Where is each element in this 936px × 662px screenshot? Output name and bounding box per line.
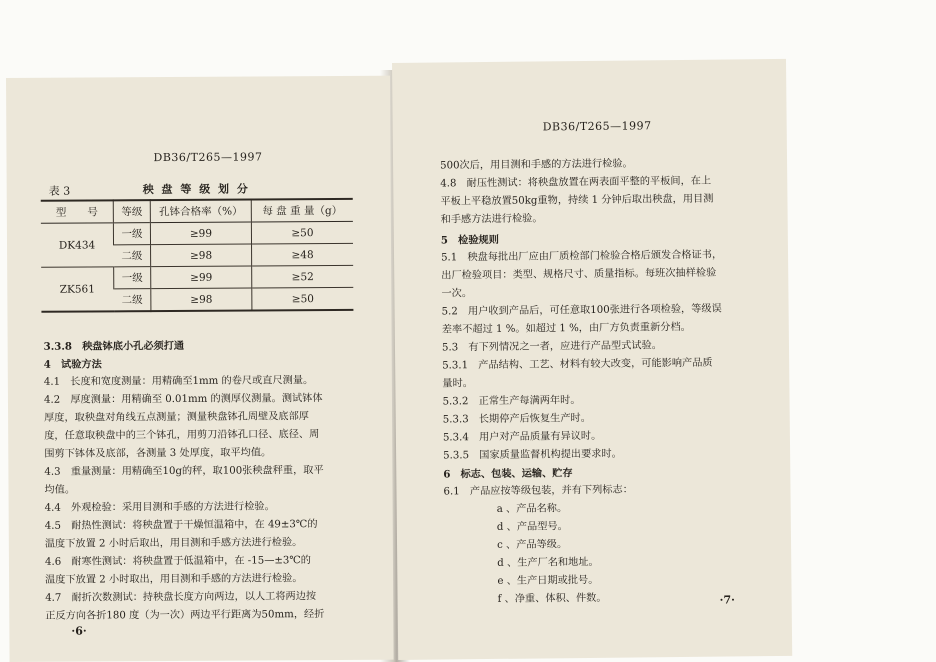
- rate-cell: ≥99: [151, 266, 252, 289]
- table-row: [41, 221, 353, 245]
- section-heading: 6 标志、包装、运输、贮存: [443, 467, 573, 481]
- clause-line: 5.3.2 正常生产每满两年时。: [442, 395, 581, 408]
- list-item: e 、生产日期或批号。: [497, 574, 599, 587]
- clause-line: 4.1 长度和宽度测量：用精确至1mm 的卷尺或直尺测量。: [43, 375, 314, 388]
- clause-line: 5.1 秧盘每批出厂应由厂质检部门检验合格后颁发合格证书，: [440, 249, 723, 264]
- list-item: d 、产品型号。: [496, 521, 568, 533]
- weight-cell: ≥50: [251, 221, 353, 244]
- clause-line: 正反方向各折180 度（为一次）两边平行距离为50mm，经折: [45, 609, 325, 622]
- list-item: f 、净重、体积、件数。: [497, 592, 607, 605]
- clause-line: 4.3 重量测量：用精确至10g的秤，取100张秧盘秤重，取平: [44, 465, 324, 478]
- clause-line: 6.1 产品应按等级包装，并有下列标志：: [443, 484, 633, 498]
- clause-line: 4.7 耐折次数测试：持秧盘长度方向两边，以人工将两边按: [45, 591, 317, 604]
- clause-line: 4.6 耐寒性测试：将秧盘置于低温箱中，在 -15—±3℃的: [44, 555, 312, 568]
- column-header: 型 号: [55, 206, 98, 219]
- rate-cell: ≥98: [151, 288, 252, 311]
- page-header: DB36/T265—1997: [542, 119, 652, 134]
- grade-table: [41, 198, 354, 313]
- clause-line: 5.3.3 长期停产后恢复生产时。: [442, 412, 591, 426]
- clause-line: 量时。: [442, 378, 473, 390]
- table-caption: 秧 盘 等 级 划 分: [142, 182, 250, 197]
- rate-cell: ≥99: [150, 222, 251, 245]
- page-header: DB36/T265—1997: [153, 150, 263, 165]
- clause-line: 4.4 外观检验：采用目测和手感的方法进行检验。: [44, 501, 275, 514]
- table-row: [41, 265, 353, 289]
- clause-line: 均值。: [44, 484, 76, 496]
- column-header: 等级: [113, 200, 150, 223]
- clause-line: 500次后，用目测和手感的方法进行检验。: [440, 158, 633, 172]
- clause-line: 3.3.8 秧盘钵底小孔必须打通: [43, 339, 185, 353]
- clause-line: 温度下放置 2 小时后取出，用目测和手感方法进行检验。: [44, 537, 303, 550]
- table-label: 表 3: [48, 184, 71, 198]
- weight-cell: ≥48: [252, 243, 354, 266]
- clause-line: 4.8 耐压性测试：将秧盘放置在两表面平整的平板间，在上: [440, 175, 712, 190]
- column-header: 孔钵合格率（%）: [150, 200, 251, 223]
- clause-line: 出厂检验项目：类型、规格尺寸、质量指标。每班次抽样检验: [441, 267, 717, 282]
- left-page: [6, 76, 394, 662]
- rate-cell: ≥98: [151, 244, 252, 267]
- clause-line: 围剪下钵体及底部，各测量 3 处厚度，取平均值。: [44, 447, 272, 460]
- table-header-row: [41, 199, 353, 223]
- grade-cell: 二级: [121, 294, 143, 307]
- table-title-row: [43, 178, 353, 198]
- grade-cell: 一级: [114, 267, 151, 289]
- model-cell: DK434: [58, 238, 96, 252]
- clause-line: 差率不超过 1 %。如超过 1 %，由厂方负责重新分档。: [441, 321, 691, 336]
- section-heading: 5 检验规则: [440, 233, 499, 247]
- clause-line: 5.3 有下列情况之一者，应进行产品型式试验。: [441, 340, 662, 354]
- list-item: d 、生产厂名和地址。: [497, 556, 599, 569]
- list-item: c 、产品等级。: [497, 539, 568, 551]
- right-page: [392, 59, 792, 660]
- model-cell: ZK561: [59, 282, 95, 296]
- weight-cell: ≥52: [252, 265, 354, 288]
- clause-line: 4.2 厚度测量：用精确至 0.01mm 的测厚仪测量。测试钵体: [43, 393, 323, 406]
- list-item: a 、产品名称。: [496, 503, 568, 515]
- column-header: 每 盘 重 量（g）: [251, 199, 353, 222]
- clause-line: 厚度，取秧盘对角线五点测量；测量秧盘钵孔周壁及底部厚: [44, 411, 309, 424]
- clause-line: 4.5 耐热性测试：将秧盘置于干燥恒温箱中，在 49±3℃的: [44, 519, 318, 532]
- grade-cell: 一级: [113, 223, 150, 245]
- page-number: ·6·: [71, 624, 87, 638]
- clause-line: 5.3.4 用户对产品质量有异议时。: [442, 430, 602, 444]
- section-heading: 4 试验方法: [43, 358, 102, 371]
- weight-cell: ≥50: [252, 287, 354, 310]
- grade-cell: 二级: [121, 250, 143, 263]
- clause-line: 5.2 用户收到产品后，可任意取100张进行各项检验，等级误: [441, 303, 722, 318]
- page-number: ·7·: [719, 593, 736, 607]
- clause-line: 温度下放置 2 小时取出，用目测和手感的方法进行检验。: [45, 573, 303, 586]
- clause-line: 一次。: [441, 288, 473, 300]
- clause-line: 和手感方法进行检验。: [440, 213, 543, 226]
- clause-line: 平板上平稳放置50kg重物，持续 1 分钟后取出秧盘，用目测: [440, 193, 714, 208]
- clause-line: 度，任意取秧盘中的三个钵孔，用剪刀沿钵孔口径、底径、周: [44, 429, 320, 442]
- clause-line: 5.3.5 国家质量监督机构提出要求时。: [443, 448, 622, 462]
- clause-line: 5.3.1 产品结构、工艺、材料有较大改变，可能影响产品质: [442, 357, 713, 372]
